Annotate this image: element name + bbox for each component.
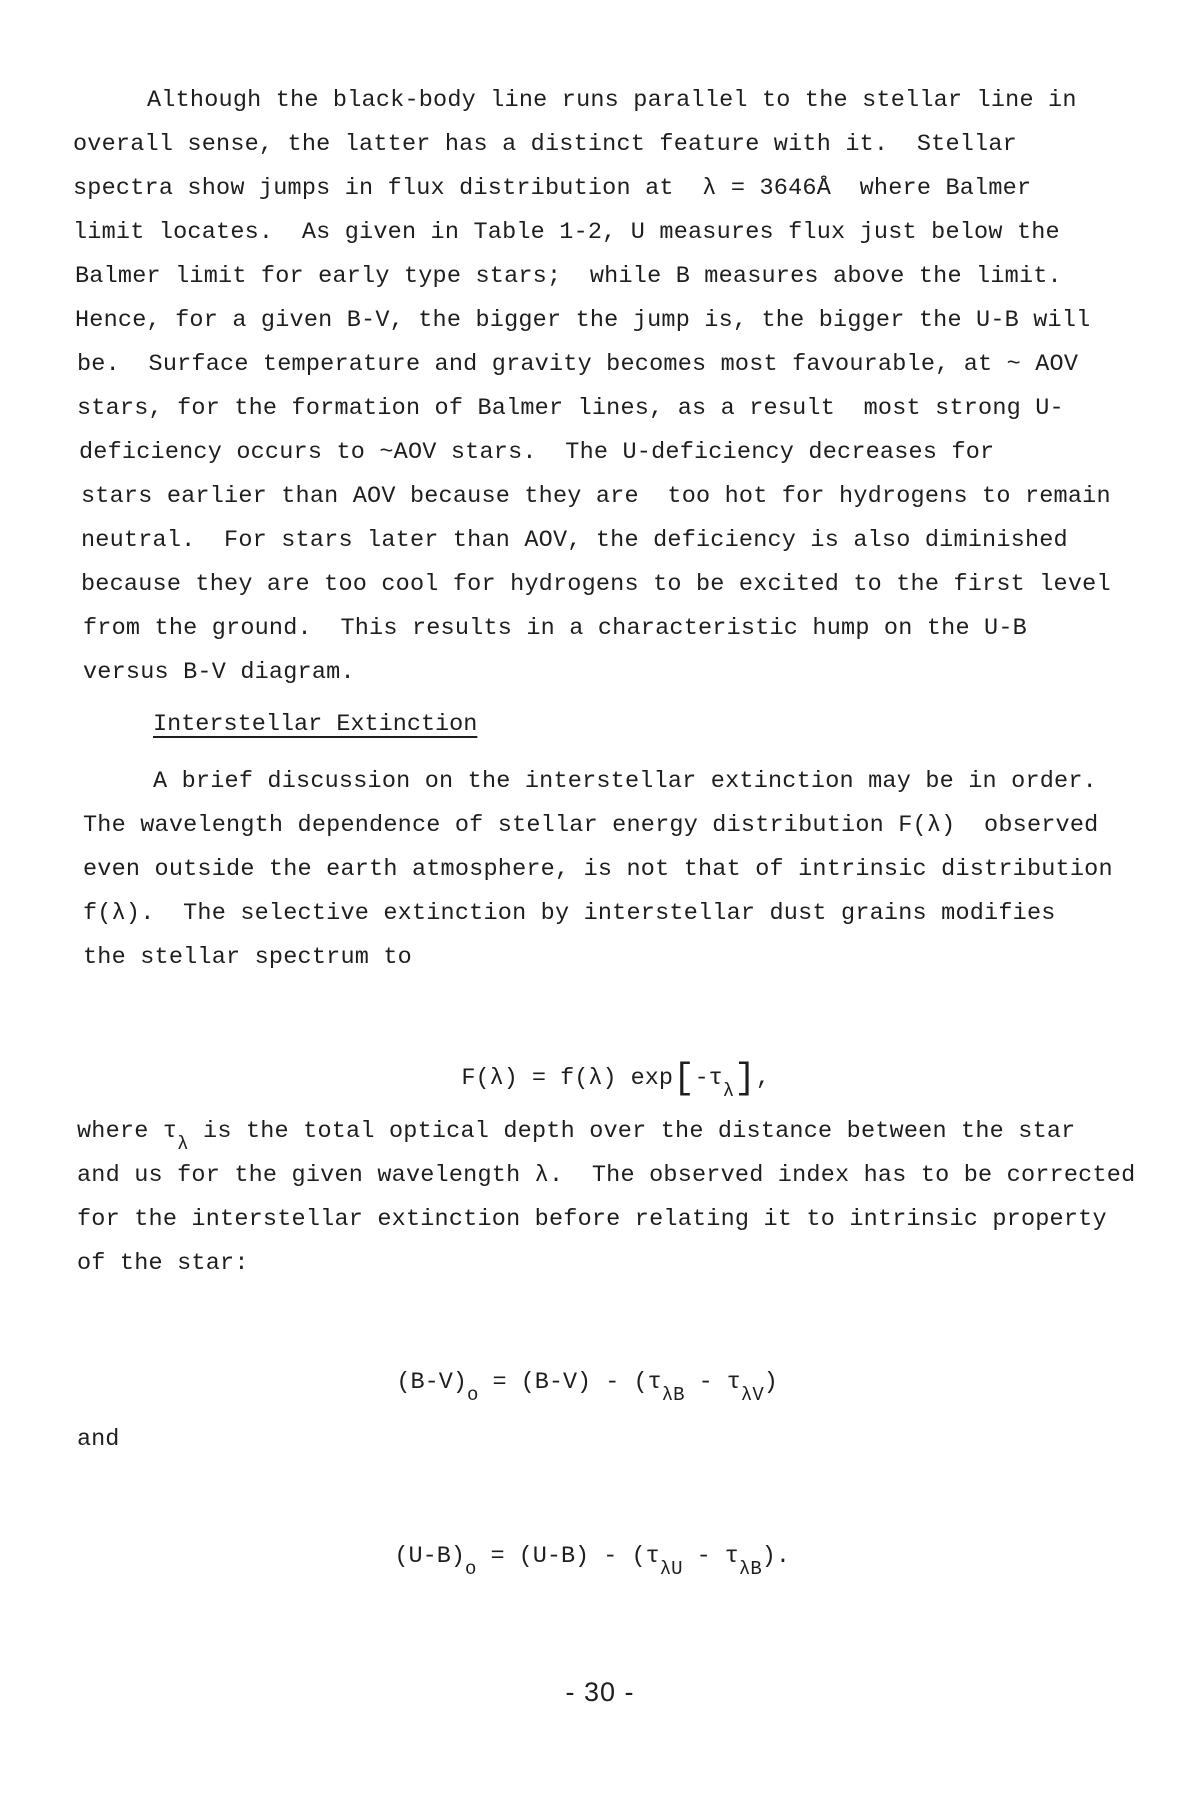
text-line: the stellar spectrum to — [83, 944, 412, 971]
text-segment: where τ — [77, 1118, 178, 1145]
equation-extinction — [405, 1030, 770, 1124]
equation-subscript: λV — [740, 1384, 764, 1406]
text-line: from the ground. This results in a characteristic hump on the U-B — [83, 615, 1027, 642]
text-line: versus B-V diagram. — [83, 659, 355, 686]
equation-left: F(λ) = f(λ) exp — [461, 1065, 673, 1092]
text-line: and us for the given wavelength λ. The observed index has to be corrected — [77, 1162, 1136, 1189]
tau-subscript: λ — [177, 1133, 189, 1155]
text-line: neutral. For stars later than AOV, the deficiency is also diminished — [81, 527, 1068, 554]
equation-color-excess-ub — [338, 1512, 790, 1602]
equation-rhs: - τ — [682, 1543, 739, 1570]
text-line: Hence, for a given B-V, the bigger the jump is, the bigger the U-B will — [75, 307, 1091, 334]
equation-subscript: λ — [722, 1080, 735, 1102]
section-heading: Interstellar Extinction — [153, 711, 478, 738]
equation-subscript: λB — [661, 1384, 685, 1406]
bracket-close: ] — [734, 1058, 756, 1099]
text-line: The wavelength dependence of stellar energy distribution F(λ) observed — [83, 812, 1099, 839]
equation-trail: , — [755, 1065, 770, 1092]
equation-rhs: = (U-B) - (τ — [476, 1543, 660, 1570]
equation-lhs-subscript: o — [466, 1384, 479, 1406]
text-line: overall sense, the latter has a distinct feature with it. Stellar — [73, 131, 1017, 158]
equation-color-excess-bv — [340, 1338, 778, 1428]
text-line: of the star: — [77, 1250, 249, 1277]
text-line: be. Surface temperature and gravity becomes most favourable, at ~ AOV — [77, 351, 1079, 378]
text-line: limit locates. As given in Table 1-2, U measures flux just below the — [73, 219, 1060, 246]
text-line: for the interstellar extinction before relating it to intrinsic property — [77, 1206, 1107, 1233]
equation-rhs: ) — [763, 1369, 778, 1396]
equation-rhs: ). — [761, 1543, 790, 1570]
equation-lhs: (B-V) — [396, 1369, 467, 1396]
equation-rhs: = (B-V) - (τ — [478, 1369, 662, 1396]
text-line: stars earlier than AOV because they are too hot for hydrogens to remain — [81, 483, 1111, 510]
text-line: Balmer limit for early type stars; while B measures above the limit. — [75, 263, 1062, 290]
text-line: spectra show jumps in flux distribution at λ = 3646Å where Balmer — [73, 175, 1032, 202]
text-line: stars, for the formation of Balmer lines, as a result most strong U- — [77, 395, 1064, 422]
equation-lhs-subscript: o — [464, 1558, 477, 1580]
equation-lhs: (U-B) — [394, 1543, 465, 1570]
equation-rhs: - τ — [684, 1369, 741, 1396]
equation-subscript: λB — [738, 1558, 762, 1580]
text-line: even outside the earth atmosphere, is not that of intrinsic distribution — [83, 856, 1113, 883]
text-line: f(λ). The selective extinction by interstellar dust grains modifies — [83, 900, 1056, 927]
equation-subscript: λU — [659, 1558, 683, 1580]
page-number: - 30 - — [565, 1677, 635, 1707]
conjunction-text: and — [77, 1426, 120, 1453]
text-line: A brief discussion on the interstellar extinction may be in order. — [153, 768, 1097, 795]
text-line: deficiency occurs to ~AOV stars. The U-deficiency decreases for — [79, 439, 995, 466]
text-line: Although the black-body line runs parallel to the stellar line in — [147, 87, 1077, 114]
text-line-with-tau — [77, 1117, 1076, 1155]
text-line: because they are too cool for hydrogens to be excited to the first level — [81, 571, 1111, 598]
text-segment: is the total optical depth over the distance between the star — [188, 1118, 1076, 1145]
bracket-open: [ — [672, 1058, 695, 1099]
equation-inner: -τ — [694, 1065, 723, 1092]
